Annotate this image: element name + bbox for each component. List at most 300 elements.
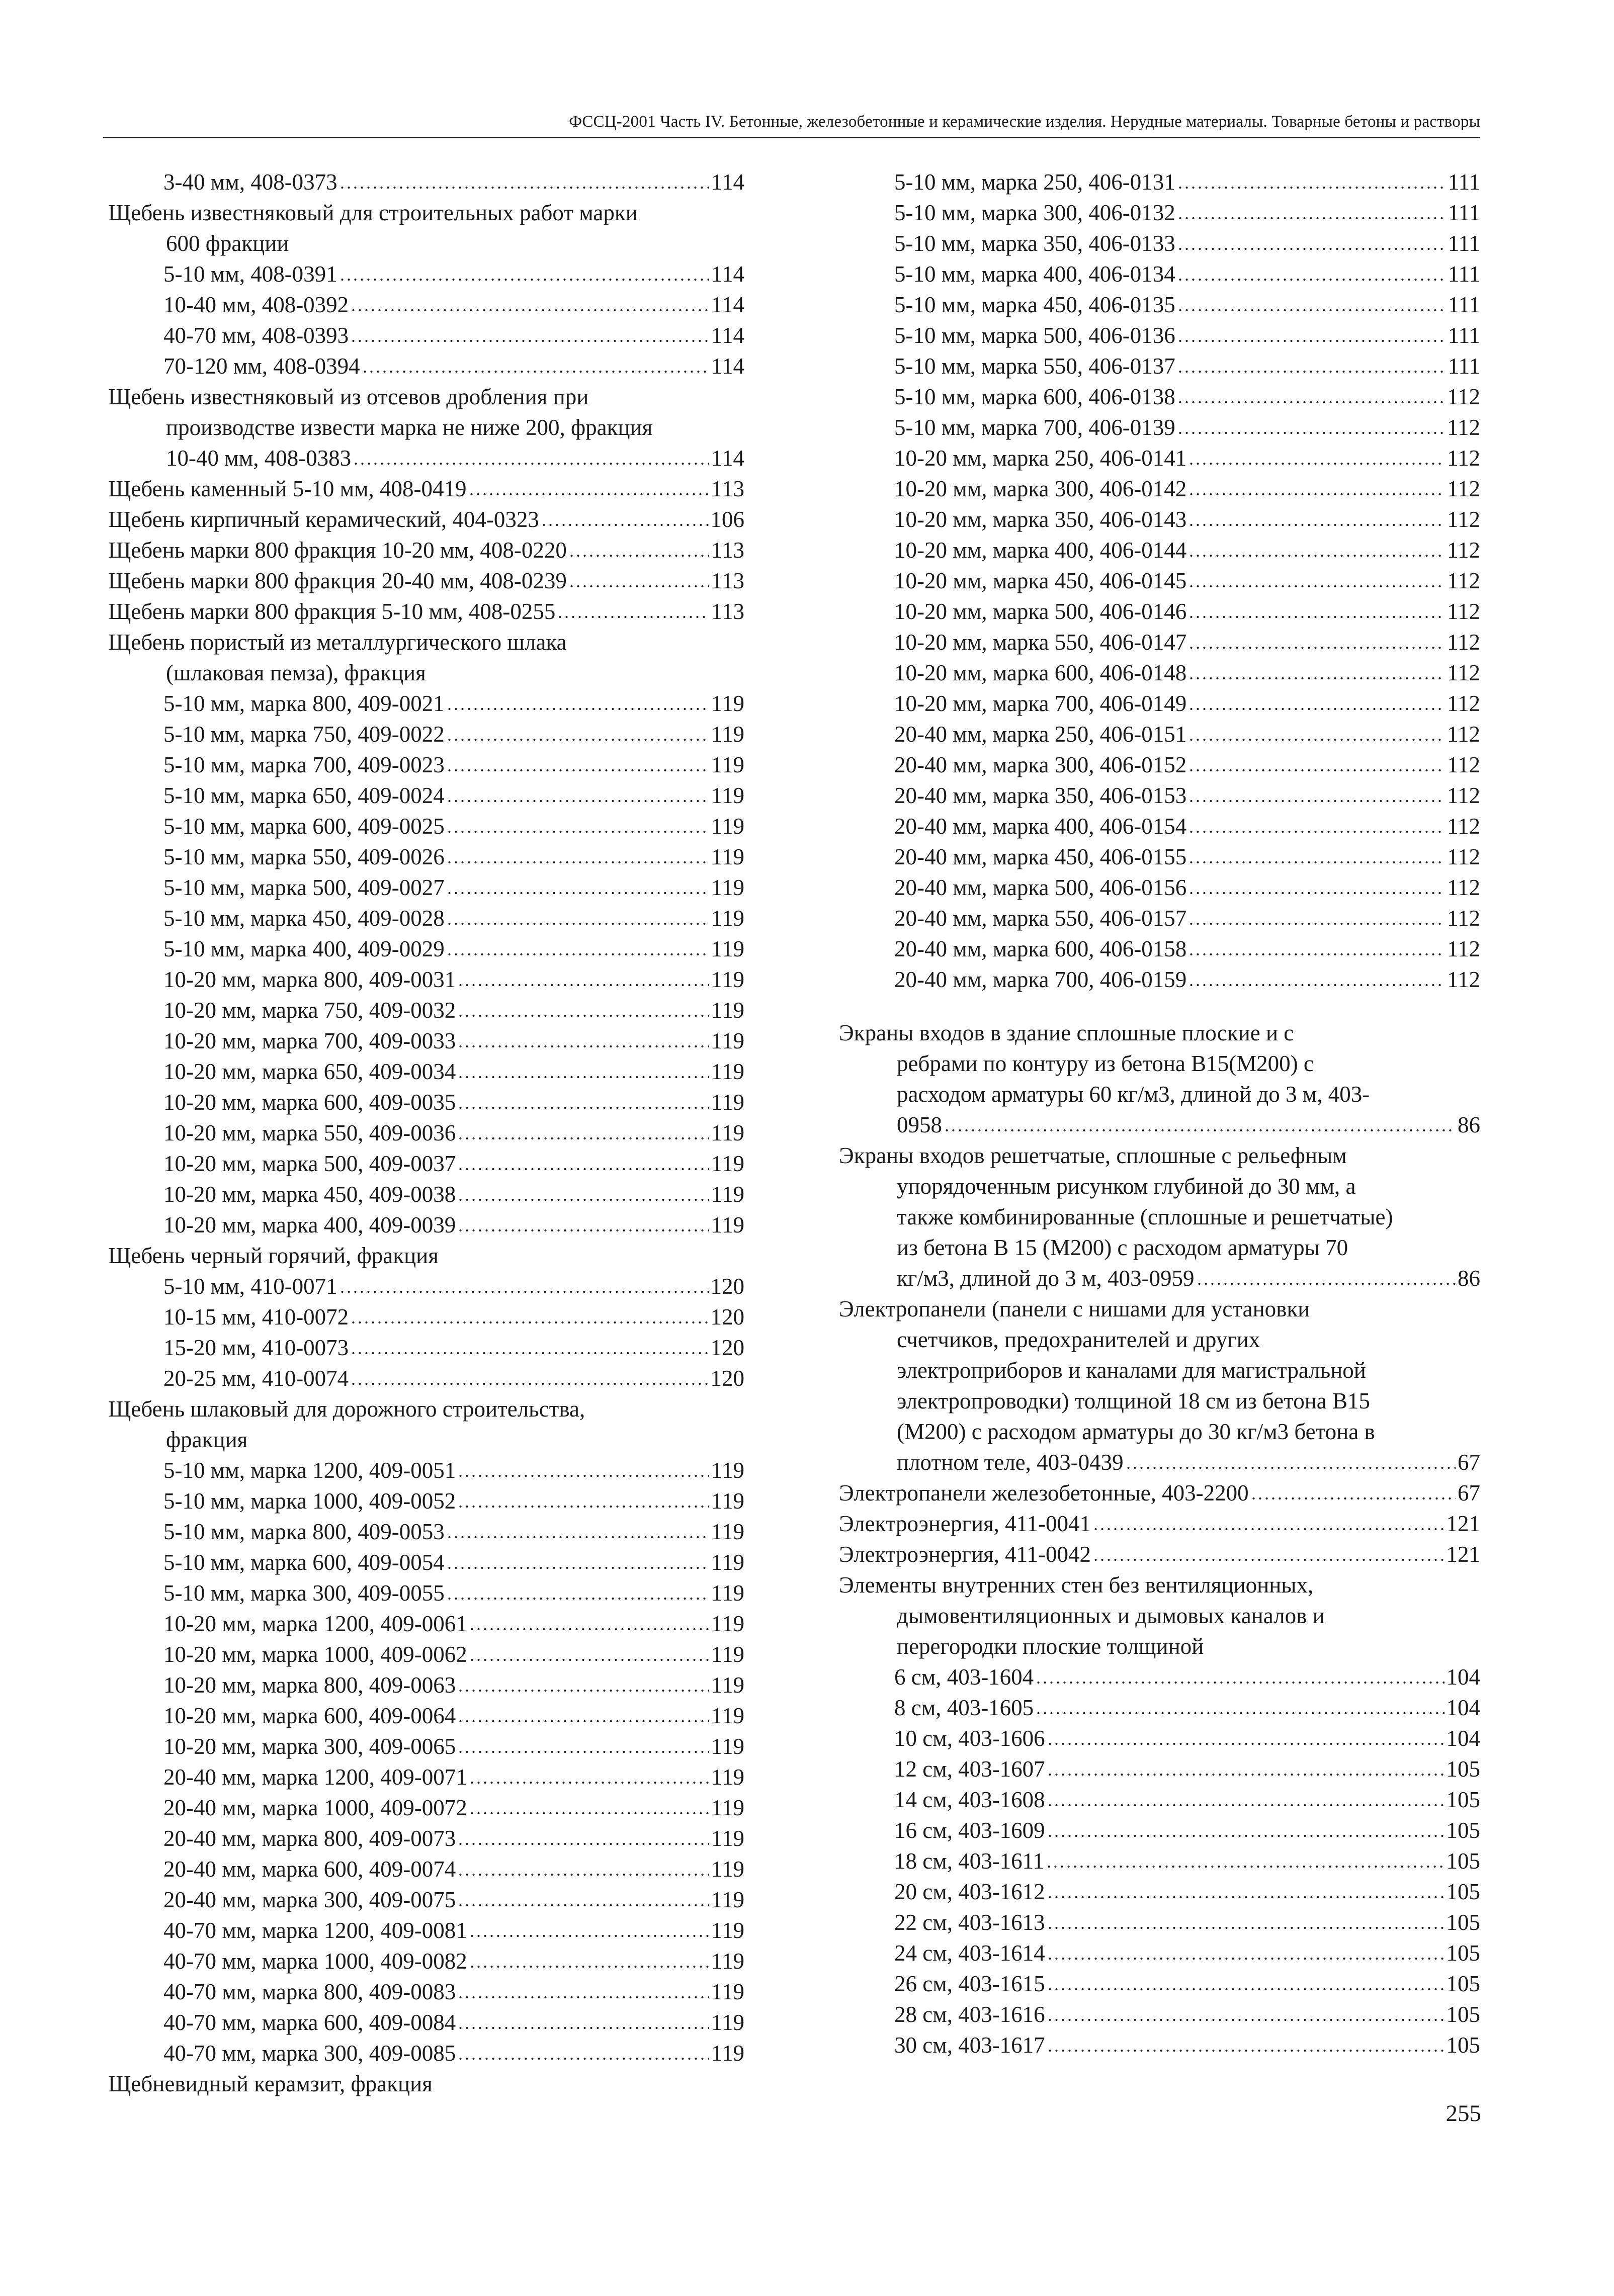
entry-page-ref: 105 [1446, 2033, 1480, 2058]
index-heading [839, 1355, 1480, 1386]
entry-text: Щебень черный горячий, фракция [108, 1243, 439, 1268]
index-heading [108, 2069, 744, 2099]
dot-leader [1092, 1555, 1445, 1562]
entry-page-ref: 112 [1447, 814, 1480, 839]
index-entry [839, 320, 1480, 351]
index-entry [839, 566, 1480, 596]
dot-leader [1047, 1923, 1445, 1930]
entry-text: Электроэнергия, 411-0042 [839, 1542, 1091, 1567]
dot-leader [1035, 1677, 1444, 1685]
entry-page-ref: 105 [1446, 1971, 1480, 1996]
entry-page-ref: 112 [1447, 752, 1480, 777]
entry-page-ref: 112 [1447, 875, 1480, 900]
index-heading [839, 995, 1480, 1048]
entry-text: 20-40 мм, марка 400, 406-0154 [894, 814, 1187, 839]
index-entry [839, 535, 1480, 566]
index-entry [108, 1793, 744, 1823]
index-entry [839, 842, 1480, 872]
dot-leader [1177, 336, 1446, 343]
entry-page-ref: 105 [1446, 1879, 1480, 1904]
dot-leader [457, 2054, 709, 2061]
entry-text: 10-20 мм, марка 650, 409-0034 [163, 1059, 456, 1084]
entry-text: 5-10 мм, марка 350, 406-0133 [894, 231, 1175, 256]
dot-leader [457, 1839, 709, 1846]
index-entry [839, 259, 1480, 290]
entry-text: 40-70 мм, марка 800, 409-0083 [163, 1979, 456, 2004]
entry-text: Электропанели (панели с нишами для установки [839, 1296, 1310, 1321]
entry-text: 10-20 мм, марка 250, 406-0141 [894, 446, 1187, 471]
index-entry [108, 1455, 744, 1486]
entry-text: 5-10 мм, марка 800, 409-0021 [163, 691, 445, 716]
dot-leader [362, 367, 709, 374]
entry-text: 10-20 мм, марка 300, 409-0065 [163, 1734, 456, 1759]
entry-page-ref: 119 [711, 1090, 744, 1115]
index-column-right [839, 167, 1480, 2061]
entry-page-ref: 112 [1447, 722, 1480, 747]
dot-leader [1196, 1279, 1456, 1286]
entry-page-ref: 113 [711, 476, 744, 501]
entry-page-ref: 111 [1448, 323, 1480, 348]
entry-text: 5-10 мм, 408-0391 [163, 261, 337, 287]
index-entry [839, 872, 1480, 903]
header-rule [103, 137, 1480, 138]
index-entry [108, 1609, 744, 1639]
index-entry [108, 1149, 744, 1179]
dot-leader [1047, 1954, 1445, 1961]
dot-leader [1047, 1984, 1445, 1991]
dot-leader [446, 765, 709, 772]
index-entry [108, 1333, 744, 1363]
index-entry [839, 167, 1480, 198]
entry-text: 10-20 мм, марка 400, 406-0144 [894, 538, 1187, 563]
index-entry [108, 995, 744, 1026]
dot-leader [568, 581, 709, 588]
dot-leader [457, 1103, 709, 1110]
entry-page-ref: 121 [1446, 1511, 1480, 1536]
dot-leader [339, 183, 709, 190]
entry-text: 5-10 мм, марка 700, 406-0139 [894, 415, 1175, 440]
dot-leader [457, 1225, 709, 1232]
entry-page-ref: 119 [711, 1120, 744, 1145]
index-heading [839, 1202, 1480, 1232]
index-entry [108, 688, 744, 719]
dot-leader [1188, 888, 1445, 895]
index-entry [839, 2030, 1480, 2061]
entry-text: 10-40 мм, 408-0383 [166, 446, 352, 471]
entry-page-ref: 119 [711, 1519, 744, 1544]
entry-text: 70-120 мм, 408-0394 [163, 354, 360, 379]
index-entry [108, 535, 744, 566]
entry-page-ref: 105 [1446, 1818, 1480, 1843]
dot-leader [457, 1011, 709, 1018]
index-entry [108, 1977, 744, 2007]
entry-text: 10-20 мм, марка 700, 409-0033 [163, 1028, 456, 1053]
entry-text: 20-40 мм, марка 800, 409-0073 [163, 1826, 456, 1851]
entry-text: 20-40 мм, марка 550, 406-0157 [894, 906, 1187, 931]
index-heading [839, 1386, 1480, 1417]
entry-page-ref: 86 [1458, 1266, 1480, 1291]
entry-text: ребрами по контуру из бетона В15(М200) с [897, 1051, 1314, 1076]
entry-page-ref: 121 [1446, 1542, 1480, 1567]
entry-text: 5-10 мм, 410-0071 [163, 1274, 337, 1299]
entry-page-ref: 119 [711, 1979, 744, 2004]
entry-text: 10-20 мм, марка 600, 409-0035 [163, 1090, 456, 1115]
entry-text: 10-15 мм, 410-0072 [163, 1304, 349, 1330]
entry-page-ref: 120 [710, 1366, 744, 1391]
index-entry [839, 658, 1480, 688]
index-entry [108, 1885, 744, 1915]
entry-text: дымовентиляционных и дымовых каналов и [897, 1603, 1325, 1628]
entry-page-ref: 120 [710, 1335, 744, 1360]
index-entry [839, 1969, 1480, 1999]
entry-text: 5-10 мм, марка 550, 409-0026 [163, 844, 445, 869]
dot-leader [457, 1133, 709, 1140]
index-entry [839, 1539, 1480, 1570]
dot-leader [457, 1716, 709, 1723]
entry-text: (шлаковая пемза), фракция [166, 660, 426, 685]
dot-leader [1188, 919, 1445, 926]
dot-leader [457, 1686, 709, 1693]
dot-leader [457, 2023, 709, 2030]
index-entry [839, 627, 1480, 658]
entry-page-ref: 112 [1447, 599, 1480, 624]
dot-leader [446, 1532, 709, 1539]
entry-page-ref: 112 [1447, 967, 1480, 992]
entry-text: 5-10 мм, марка 600, 409-0054 [163, 1550, 445, 1575]
dot-leader [1188, 459, 1445, 466]
entry-text: Щебень каменный 5-10 мм, 408-0419 [108, 476, 467, 501]
entry-text: Щебень шлаковый для дорожного строительства, [108, 1396, 585, 1422]
index-heading [839, 1324, 1480, 1355]
entry-text: 10-20 мм, марка 550, 406-0147 [894, 630, 1187, 655]
index-entry [108, 1731, 744, 1762]
entry-page-ref: 119 [711, 2041, 744, 2066]
entry-text: Щебень кирпичный керамический, 404-0323 [108, 507, 539, 532]
dot-leader [469, 1962, 709, 1969]
index-heading [108, 627, 744, 658]
entry-text: 16 см, 403-1609 [894, 1818, 1045, 1843]
index-entry [839, 1693, 1480, 1723]
entry-page-ref: 112 [1447, 936, 1480, 961]
dot-leader [1177, 244, 1446, 251]
dot-leader [1125, 1463, 1456, 1470]
entry-text: 14 см, 403-1608 [894, 1787, 1045, 1812]
entry-page-ref: 112 [1447, 538, 1480, 563]
entry-text: 10-20 мм, марка 600, 406-0148 [894, 660, 1187, 685]
entry-page-ref: 119 [711, 906, 744, 931]
dot-leader [1047, 1892, 1445, 1899]
entry-page-ref: 112 [1447, 906, 1480, 931]
dot-leader [1188, 980, 1445, 987]
index-entry [839, 1478, 1480, 1509]
index-entry [108, 259, 744, 290]
dot-leader [353, 459, 709, 466]
dot-leader [446, 735, 709, 742]
index-entry [839, 382, 1480, 412]
entry-text: 5-10 мм, марка 550, 406-0137 [894, 354, 1175, 379]
index-entry [108, 1056, 744, 1087]
index-entry [108, 1762, 744, 1793]
dot-leader [457, 1041, 709, 1048]
entry-page-ref: 112 [1447, 507, 1480, 532]
entry-page-ref: 111 [1448, 261, 1480, 287]
entry-page-ref: 105 [1446, 1787, 1480, 1812]
dot-leader [457, 1992, 709, 1999]
entry-text: 5-10 мм, марка 1000, 409-0052 [163, 1488, 456, 1514]
entry-text: 20-40 мм, марка 600, 409-0074 [163, 1857, 456, 1882]
dot-leader [457, 1072, 709, 1079]
index-entry [839, 1938, 1480, 1969]
entry-page-ref: 119 [711, 936, 744, 961]
entry-text: 10-20 мм, марка 600, 409-0064 [163, 1703, 456, 1728]
entry-page-ref: 119 [711, 1949, 744, 1974]
dot-leader [1177, 397, 1445, 404]
entry-text: кг/м3, длиной до 3 м, 403-0959 [897, 1266, 1195, 1291]
entry-text: 20-40 мм, марка 250, 406-0151 [894, 722, 1187, 747]
index-entry [108, 719, 744, 750]
entry-text: 5-10 мм, марка 1200, 409-0051 [163, 1458, 456, 1483]
entry-text: 5-10 мм, марка 800, 409-0053 [163, 1519, 445, 1544]
index-heading [108, 1241, 744, 1271]
index-entry [839, 504, 1480, 535]
entry-page-ref: 119 [711, 1151, 744, 1176]
entry-page-ref: 119 [711, 1764, 744, 1790]
entry-page-ref: 104 [1446, 1664, 1480, 1690]
dot-leader [1188, 581, 1445, 588]
entry-page-ref: 119 [711, 1059, 744, 1084]
entry-page-ref: 119 [711, 1458, 744, 1483]
index-entry [108, 811, 744, 842]
index-entry [839, 1846, 1480, 1877]
entry-text: Щебень марки 800 фракция 5-10 мм, 408-0255 [108, 599, 556, 624]
entry-text: электропроводки) толщиной 18 см из бетона В15 [897, 1388, 1371, 1414]
entry-page-ref: 119 [711, 1918, 744, 1943]
entry-text: 10-20 мм, марка 300, 406-0142 [894, 476, 1187, 501]
dot-leader [1188, 612, 1445, 619]
index-heading [108, 228, 744, 259]
entry-page-ref: 119 [711, 722, 744, 747]
dot-leader [1188, 673, 1445, 680]
entry-text: Электропанели железобетонные, 403-2200 [839, 1480, 1249, 1506]
entry-text: 5-10 мм, марка 500, 406-0136 [894, 323, 1175, 348]
index-heading [108, 382, 744, 412]
dot-leader [350, 1379, 708, 1386]
entry-page-ref: 119 [711, 1734, 744, 1759]
dot-leader [1188, 551, 1445, 558]
entry-page-ref: 106 [710, 507, 744, 532]
dot-leader [457, 1471, 709, 1478]
entry-page-ref: 111 [1448, 354, 1480, 379]
dot-leader [469, 1655, 709, 1662]
index-entry [839, 1447, 1480, 1478]
entry-page-ref: 119 [711, 752, 744, 777]
dot-leader [1177, 367, 1446, 374]
entry-text: 10-20 мм, марка 400, 409-0039 [163, 1212, 456, 1238]
index-entry [839, 688, 1480, 719]
entry-text: Экраны входов решетчатые, сплошные с рельефным [839, 1143, 1347, 1168]
entry-text: 20-40 мм, марка 300, 406-0152 [894, 752, 1187, 777]
entry-page-ref: 119 [711, 691, 744, 716]
entry-text: 20-40 мм, марка 600, 406-0158 [894, 936, 1187, 961]
index-entry [108, 1517, 744, 1547]
dot-leader [944, 1125, 1456, 1132]
dot-leader [1047, 2015, 1445, 2022]
index-entry [839, 228, 1480, 259]
index-entry [839, 1263, 1480, 1294]
dot-leader [1188, 765, 1445, 772]
index-entry [108, 2007, 744, 2038]
entry-text: 20-40 мм, марка 1200, 409-0071 [163, 1764, 467, 1790]
entry-page-ref: 111 [1448, 200, 1480, 225]
entry-page-ref: 119 [711, 1826, 744, 1851]
index-entry [839, 474, 1480, 504]
index-heading [839, 1171, 1480, 1202]
dot-leader [457, 1502, 709, 1509]
index-heading [108, 412, 744, 443]
index-entry [839, 811, 1480, 842]
index-entry [108, 750, 744, 780]
entry-text: 5-10 мм, марка 600, 409-0025 [163, 814, 445, 839]
entry-text: 26 см, 403-1615 [894, 1971, 1045, 1996]
index-entry [108, 934, 744, 964]
entry-text: 10-20 мм, марка 450, 406-0145 [894, 568, 1187, 593]
index-entry [108, 842, 744, 872]
index-entry [839, 1754, 1480, 1785]
dot-leader [1188, 489, 1445, 496]
entry-page-ref: 112 [1447, 415, 1480, 440]
index-entry [108, 1915, 744, 1946]
dot-leader [1177, 275, 1446, 282]
entry-text: электроприборов и каналами для магистральной [897, 1358, 1366, 1383]
dot-leader [469, 1808, 709, 1815]
dot-leader [446, 919, 709, 926]
dot-leader [1047, 1800, 1445, 1807]
index-entry [108, 1823, 744, 1854]
entry-text: Щебень марки 800 фракция 10-20 мм, 408-0220 [108, 538, 567, 563]
entry-text: также комбинированные (сплошные и решетчатые) [897, 1204, 1393, 1229]
entry-page-ref: 119 [711, 1887, 744, 1912]
index-entry [108, 872, 744, 903]
index-heading [839, 1048, 1480, 1079]
index-entry [108, 474, 744, 504]
entry-text: 600 фракции [166, 231, 289, 256]
index-entry [108, 1302, 744, 1333]
dot-leader [350, 1348, 708, 1355]
entry-page-ref: 105 [1446, 1940, 1480, 1966]
index-heading [839, 1631, 1480, 1662]
entry-text: Щебень известняковый для строительных работ марки [108, 200, 638, 225]
index-column-left [108, 167, 744, 2099]
entry-text: 15-20 мм, 410-0073 [163, 1335, 349, 1360]
entry-page-ref: 113 [711, 568, 744, 593]
index-entry [839, 1723, 1480, 1754]
entry-text: 5-10 мм, марка 400, 409-0029 [163, 936, 445, 961]
entry-page-ref: 119 [711, 844, 744, 869]
index-entry [108, 1547, 744, 1578]
entry-page-ref: 105 [1446, 1756, 1480, 1782]
dot-leader [1188, 949, 1445, 956]
index-entry [108, 1578, 744, 1609]
index-entry [839, 596, 1480, 627]
entry-page-ref: 119 [711, 1182, 744, 1207]
index-entry [839, 443, 1480, 474]
dot-leader [469, 1778, 709, 1785]
entry-text: 5-10 мм, марка 700, 409-0023 [163, 752, 445, 777]
index-entry [108, 903, 744, 934]
entry-text: 10-20 мм, марка 500, 406-0146 [894, 599, 1187, 624]
index-entry [108, 1670, 744, 1701]
index-entry [108, 1486, 744, 1517]
index-entry [839, 1110, 1480, 1140]
dot-leader [1177, 428, 1445, 435]
dot-leader [446, 857, 709, 864]
dot-leader [541, 520, 709, 527]
dot-leader [1047, 1770, 1445, 1777]
dot-leader [457, 1900, 709, 1907]
entry-text: 10-20 мм, марка 350, 406-0143 [894, 507, 1187, 532]
index-entry [839, 1999, 1480, 2030]
index-heading [839, 1570, 1480, 1601]
entry-page-ref: 67 [1458, 1480, 1480, 1506]
index-entry [839, 903, 1480, 934]
entry-text: 5-10 мм, марка 300, 409-0055 [163, 1580, 445, 1606]
entry-text: 10-40 мм, 408-0392 [163, 292, 349, 317]
entry-text: 5-10 мм, марка 300, 406-0132 [894, 200, 1175, 225]
dot-leader [557, 612, 709, 619]
entry-page-ref: 112 [1447, 446, 1480, 471]
dot-leader [1188, 827, 1445, 834]
index-entry [839, 198, 1480, 228]
entry-text: 20-40 мм, марка 700, 406-0159 [894, 967, 1187, 992]
index-entry [108, 1854, 744, 1885]
index-entry [839, 750, 1480, 780]
entry-text: 20-40 мм, марка 450, 406-0155 [894, 844, 1187, 869]
entry-page-ref: 114 [711, 292, 744, 317]
dot-leader [457, 980, 709, 987]
index-entry [108, 290, 744, 320]
entry-page-ref: 112 [1447, 384, 1480, 409]
entry-text: Щебень известняковый из отсевов дробления при [108, 384, 589, 409]
index-entry [108, 1701, 744, 1731]
index-heading [839, 1232, 1480, 1263]
entry-text: 12 см, 403-1607 [894, 1756, 1045, 1782]
entry-text: 40-70 мм, марка 1000, 409-0082 [163, 1949, 467, 1974]
entry-page-ref: 113 [711, 599, 744, 624]
index-entry [108, 566, 744, 596]
index-entry [108, 351, 744, 382]
entry-text: 10-20 мм, марка 1000, 409-0062 [163, 1642, 467, 1667]
index-entry [839, 780, 1480, 811]
entry-page-ref: 114 [711, 323, 744, 348]
entry-text: 10-20 мм, марка 500, 409-0037 [163, 1151, 456, 1176]
entry-text: 5-10 мм, марка 500, 409-0027 [163, 875, 445, 900]
dot-leader [1177, 213, 1446, 220]
index-entry [839, 1907, 1480, 1938]
index-entry [839, 412, 1480, 443]
dot-leader [469, 1931, 709, 1938]
dot-leader [1188, 796, 1445, 803]
entry-page-ref: 119 [711, 1703, 744, 1728]
entry-text: 30 см, 403-1617 [894, 2033, 1045, 2058]
entry-page-ref: 112 [1447, 844, 1480, 869]
entry-page-ref: 111 [1448, 231, 1480, 256]
dot-leader [1188, 857, 1445, 864]
dot-leader [1188, 643, 1445, 650]
index-entry [839, 934, 1480, 964]
index-entry [839, 351, 1480, 382]
entry-text: 20-25 мм, 410-0074 [163, 1366, 349, 1391]
entry-page-ref: 119 [711, 1488, 744, 1514]
